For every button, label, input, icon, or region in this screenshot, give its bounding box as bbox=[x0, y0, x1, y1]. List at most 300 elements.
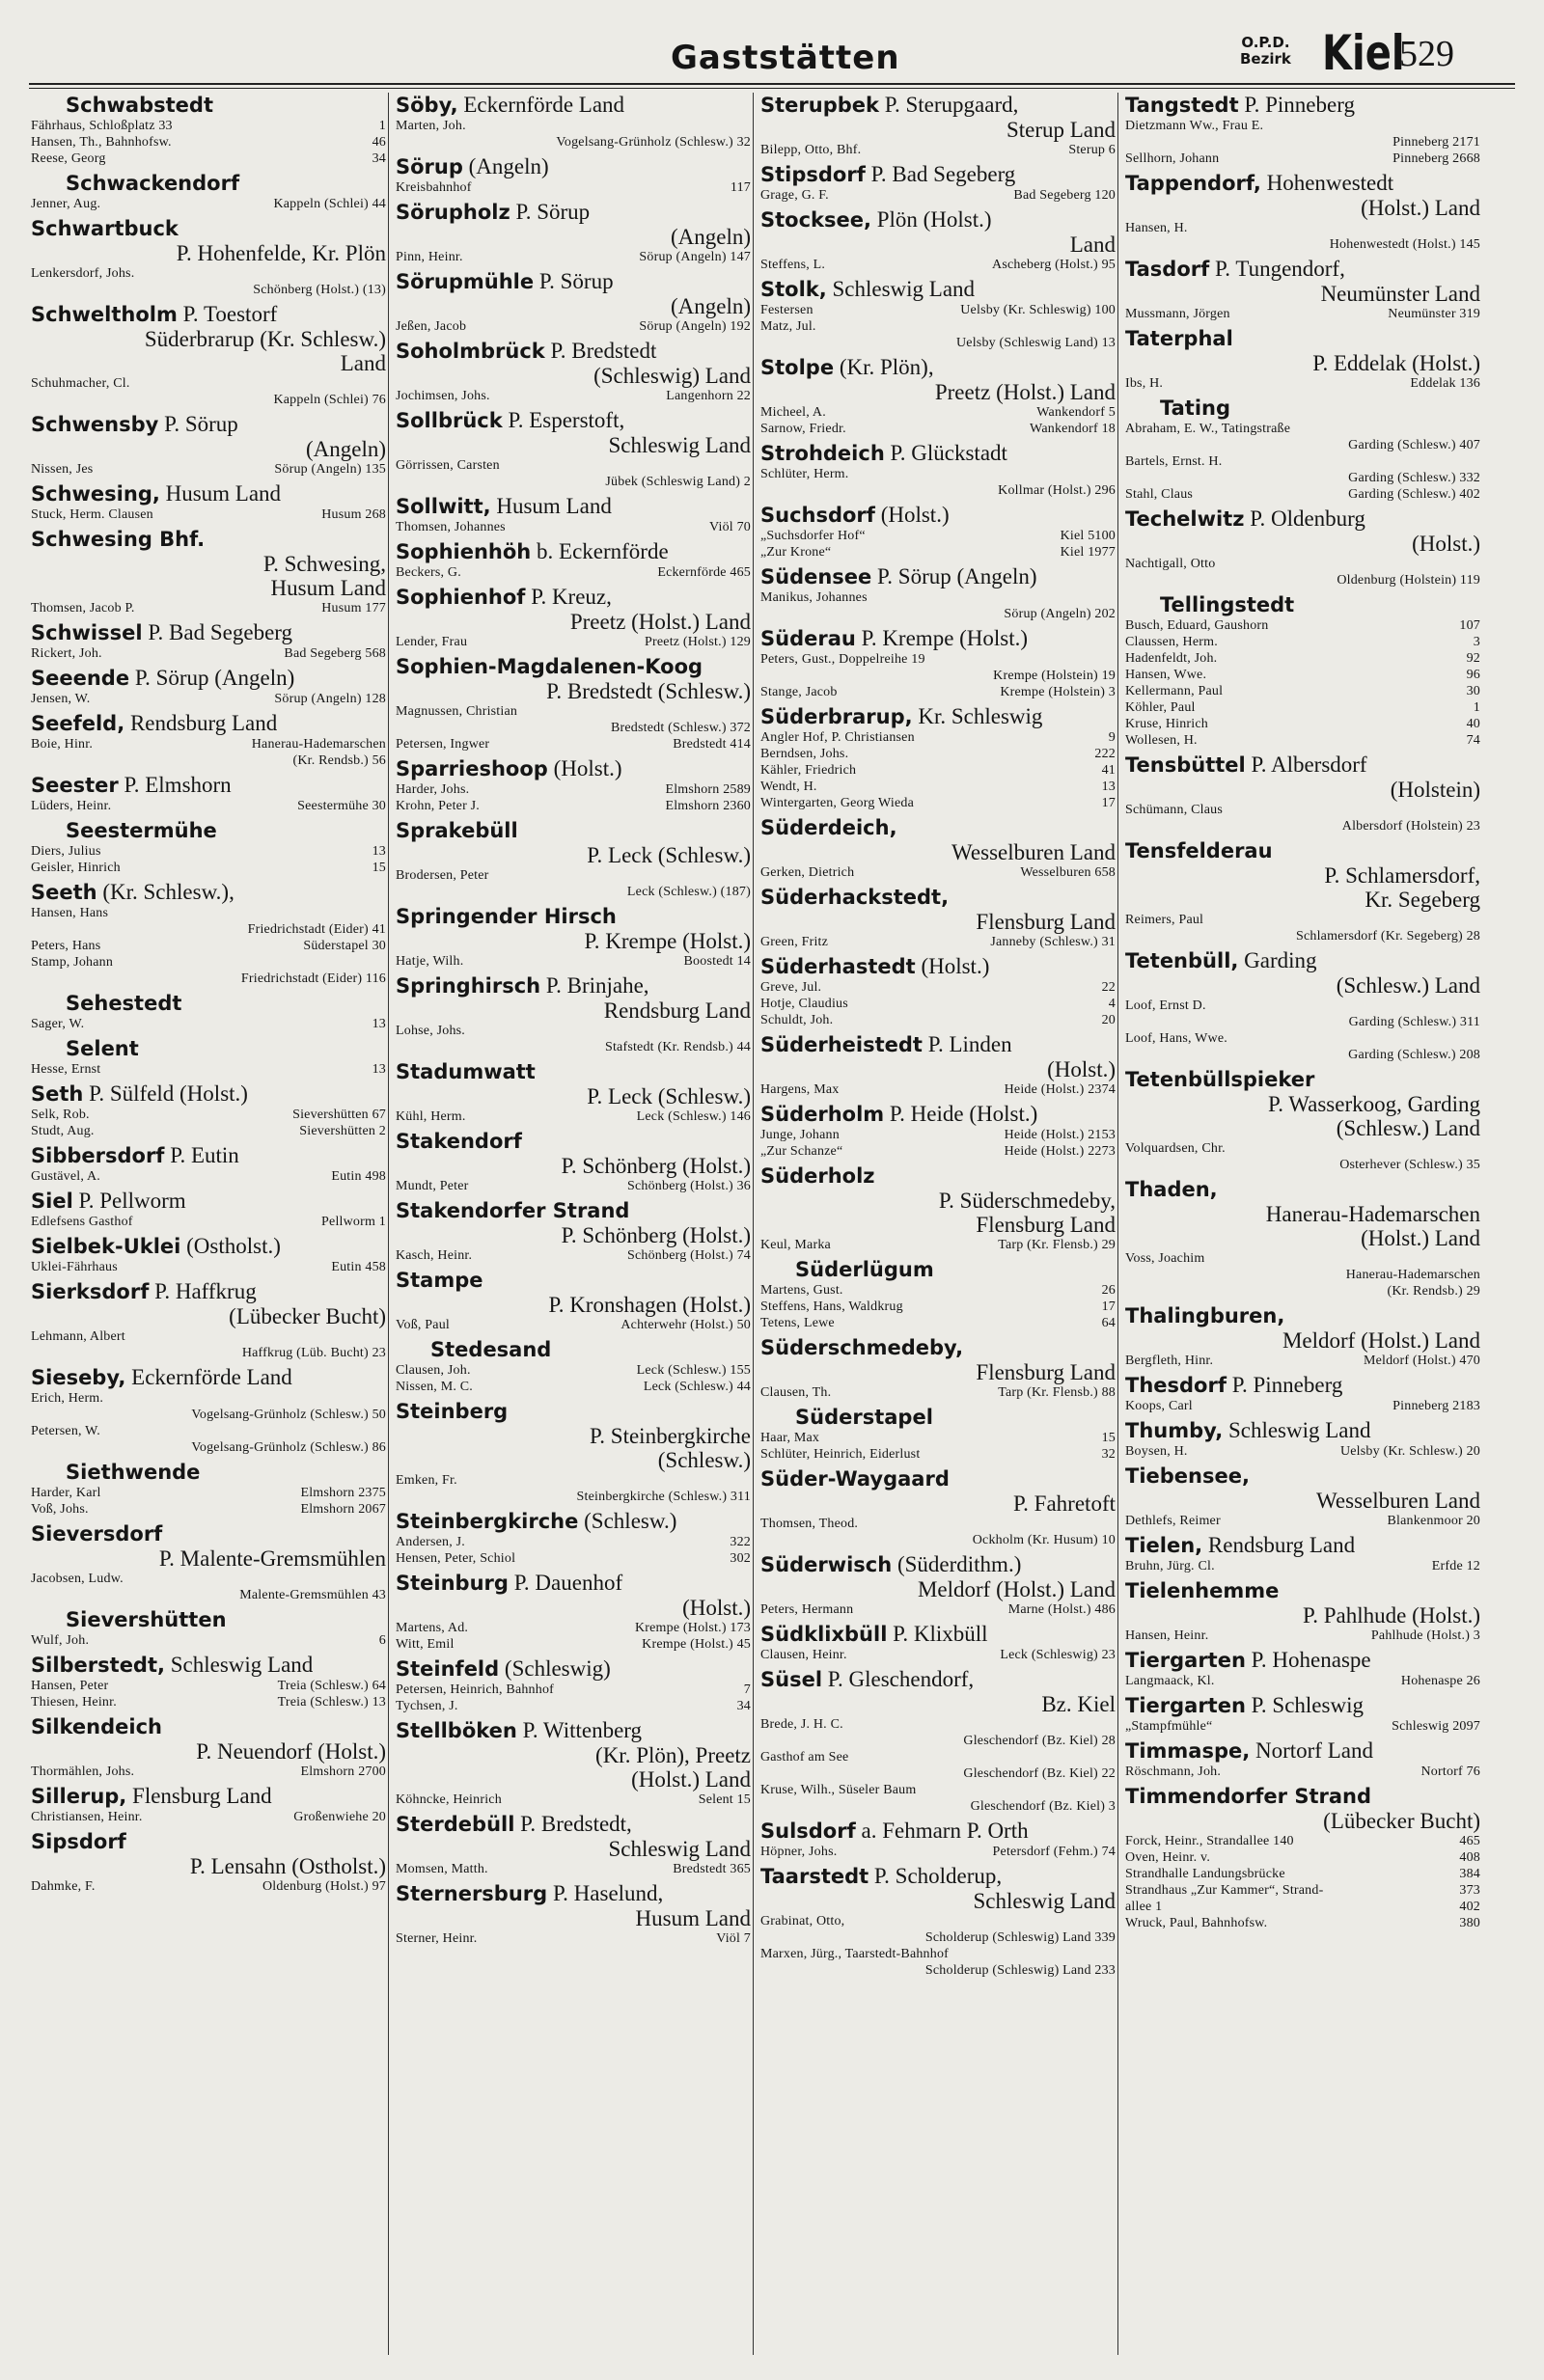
place-heading bbox=[1125, 948, 1480, 973]
listing-name: Rickert, Joh. bbox=[31, 646, 102, 661]
listing-row bbox=[1125, 1899, 1480, 1915]
place-postal-line: (Angeln) bbox=[670, 294, 751, 318]
place-postal-line: (Schlesw.) bbox=[657, 1448, 751, 1472]
listing-phone: Garding (Schlesw.) 311 bbox=[1348, 1015, 1480, 1029]
place-heading bbox=[31, 1521, 386, 1546]
listing-row bbox=[1125, 912, 1480, 928]
listing-phone: Oldenburg (Holst.) 97 bbox=[262, 1879, 386, 1894]
place-heading bbox=[1125, 1373, 1480, 1398]
listing-name: Busch, Eduard, Gaushorn bbox=[1125, 618, 1269, 633]
place-entry bbox=[760, 1163, 1116, 1253]
listing-row bbox=[31, 736, 386, 752]
listing-row bbox=[1125, 1558, 1480, 1574]
place-postal-line: Wesselburen Land bbox=[1316, 1489, 1480, 1513]
place-postal: Flensburg Land bbox=[126, 1784, 272, 1808]
listing-phone: Sterup 6 bbox=[1068, 143, 1116, 157]
listing-name: Andersen, J. bbox=[396, 1535, 465, 1549]
place-postal-line: P. Wasserkoog, Garding bbox=[1267, 1092, 1480, 1116]
place-name: Steinfeld bbox=[396, 1657, 500, 1681]
place-entry bbox=[760, 1466, 1116, 1548]
listing-name: Martens, Ad. bbox=[396, 1621, 469, 1635]
place-heading bbox=[31, 1829, 386, 1854]
listing-phone: Viöl 7 bbox=[716, 1931, 751, 1946]
listing-name: Koops, Carl bbox=[1125, 1399, 1193, 1413]
listing-phone: Sievershütten 67 bbox=[292, 1108, 386, 1122]
listing-phone: Janneby (Schlesw.) 31 bbox=[990, 935, 1116, 949]
place-entry bbox=[396, 269, 751, 335]
listing-row bbox=[396, 1682, 751, 1698]
listing-row bbox=[396, 1472, 751, 1489]
listing-name: Green, Fritz bbox=[760, 935, 829, 949]
place-entry bbox=[396, 585, 751, 650]
place-entry bbox=[396, 154, 751, 196]
listing-row bbox=[1125, 572, 1480, 588]
place-entry bbox=[31, 1081, 386, 1139]
listing-name: Clausen, Heinr. bbox=[760, 1648, 847, 1662]
listing-phone: 30 bbox=[1466, 684, 1480, 698]
place-name: Süderau bbox=[760, 627, 856, 650]
place-postal: P. Brinjahe, bbox=[540, 973, 649, 998]
place-entry bbox=[31, 93, 386, 167]
listing-row bbox=[760, 1532, 1116, 1548]
place-postal-line: P. Pahlhude (Holst.) bbox=[1303, 1603, 1480, 1628]
place-entry bbox=[760, 1405, 1116, 1463]
place-postal: Eckernförde Land bbox=[125, 1365, 292, 1389]
listing-name: Peters, Gust., Doppelreihe 19 bbox=[760, 652, 925, 667]
place-postal-line: Preetz (Holst.) Land bbox=[569, 610, 751, 634]
place-postal-line: Land bbox=[1069, 233, 1116, 257]
place-name: Schwackendorf bbox=[66, 172, 240, 195]
place-heading bbox=[1125, 752, 1480, 778]
place-heading bbox=[396, 408, 751, 433]
place-heading bbox=[31, 711, 386, 736]
place-postal: Schleswig Land bbox=[1223, 1418, 1371, 1442]
listing-row bbox=[1125, 699, 1480, 716]
listing-row bbox=[31, 506, 386, 523]
listing-name: Peters, Hans bbox=[31, 939, 101, 953]
place-postal-line: Schleswig Land bbox=[608, 1837, 751, 1861]
place-name: Seestermühe bbox=[66, 819, 217, 842]
place-name: Süderschmedeby, bbox=[760, 1336, 964, 1359]
place-name: Stampe bbox=[396, 1269, 483, 1292]
listing-phone: Preetz (Holst.) 129 bbox=[645, 635, 751, 649]
place-heading bbox=[396, 269, 751, 294]
place-postal: (Holst.) bbox=[915, 954, 990, 978]
place-name: Schwabstedt bbox=[66, 94, 213, 117]
place-name: Sieversdorf bbox=[31, 1522, 163, 1546]
place-heading bbox=[396, 654, 751, 679]
place-entry bbox=[396, 1399, 751, 1505]
listing-phone: Elmshorn 2375 bbox=[300, 1486, 386, 1500]
listing-name: Erich, Herm. bbox=[31, 1391, 104, 1406]
place-heading bbox=[396, 1268, 751, 1293]
listing-name: Thomsen, Johannes bbox=[396, 520, 506, 534]
place-postal-line: P. Süderschmedeby, bbox=[938, 1189, 1116, 1213]
place-name: Sollwitt, bbox=[396, 495, 491, 518]
listing-phone: Pinneberg 2668 bbox=[1392, 151, 1480, 166]
listing-name: Hesse, Ernst bbox=[31, 1062, 101, 1077]
listing-name: Hatje, Wilh. bbox=[396, 954, 464, 969]
listing-row bbox=[1125, 437, 1480, 453]
listing-phone: Achterwehr (Holst.) 50 bbox=[620, 1318, 751, 1332]
place-name: Tielenhemme bbox=[1125, 1579, 1280, 1602]
listing-name: Langmaack, Kl. bbox=[1125, 1674, 1215, 1688]
place-entry bbox=[31, 1036, 386, 1078]
place-postal-line: Flensburg Land bbox=[976, 1213, 1116, 1237]
place-heading bbox=[31, 773, 386, 798]
place-name: Süderhastedt bbox=[760, 955, 916, 978]
listing-name: Claussen, Herm. bbox=[1125, 635, 1218, 649]
place-postal-line: P. Krempe (Holst.) bbox=[584, 929, 751, 953]
place-entry bbox=[396, 756, 751, 814]
listing-phone: Krempe (Holstein) 19 bbox=[993, 669, 1116, 683]
place-postal: P. Sörup (Angeln) bbox=[871, 564, 1037, 588]
place-heading bbox=[760, 1102, 1116, 1127]
listing-name: Voß, Johs. bbox=[31, 1502, 89, 1517]
place-entry bbox=[1125, 1578, 1480, 1644]
place-name: Tensbüttel bbox=[1125, 753, 1246, 777]
listing-row bbox=[1125, 802, 1480, 818]
place-name: Sophienhof bbox=[396, 586, 526, 609]
listing-row bbox=[31, 1168, 386, 1185]
place-entry bbox=[396, 408, 751, 490]
place-postal: P. Elmshorn bbox=[118, 773, 232, 797]
place-name: Sternersburg bbox=[396, 1882, 548, 1905]
place-entry bbox=[1125, 1177, 1480, 1299]
listing-name: „Stampfmühle“ bbox=[1125, 1719, 1213, 1734]
place-postal-line: (Holst.) bbox=[1412, 532, 1480, 556]
place-postal: P. Sülfeld (Holst.) bbox=[83, 1081, 248, 1106]
place-name: Timmendorfer Strand bbox=[1125, 1785, 1372, 1808]
place-name: Sophienhöh bbox=[396, 540, 532, 563]
listing-name: Tychsen, J. bbox=[396, 1699, 458, 1713]
listing-name: Brodersen, Peter bbox=[396, 868, 489, 883]
listing-row bbox=[31, 1878, 386, 1895]
listing-phone: Vogelsang-Grünholz (Schlesw.) 50 bbox=[191, 1408, 386, 1422]
listing-phone: Sörup (Angeln) 128 bbox=[274, 692, 386, 706]
place-postal: P. Sörup bbox=[510, 200, 591, 224]
place-entry bbox=[1125, 1418, 1480, 1460]
listing-name: Höpner, Johs. bbox=[760, 1845, 838, 1859]
place-name: Stakendorf bbox=[396, 1130, 522, 1153]
listing-phone: Krempe (Holstein) 3 bbox=[1000, 685, 1116, 699]
place-entry bbox=[1125, 93, 1480, 167]
listing-phone: 402 bbox=[1459, 1900, 1480, 1914]
place-entry bbox=[760, 1102, 1116, 1160]
place-entry bbox=[396, 1059, 751, 1125]
listing-row bbox=[31, 1694, 386, 1710]
listing-phone: 322 bbox=[730, 1535, 751, 1549]
listing-row bbox=[760, 779, 1116, 795]
place-entry bbox=[1125, 1464, 1480, 1529]
listing-row bbox=[760, 466, 1116, 482]
place-entry bbox=[396, 1337, 751, 1395]
place-postal-line: Bz. Kiel bbox=[1041, 1692, 1116, 1716]
bezirk-label: Bezirk bbox=[1240, 50, 1291, 68]
place-name: Tetenbüll, bbox=[1125, 949, 1239, 972]
listing-row bbox=[1125, 1014, 1480, 1030]
place-heading bbox=[396, 973, 751, 999]
place-entry bbox=[1125, 326, 1480, 392]
listing-name: Jeßen, Jacob bbox=[396, 319, 467, 334]
place-name: Sierksdorf bbox=[31, 1280, 150, 1303]
place-postal: (Angeln) bbox=[462, 154, 549, 178]
place-postal-line: Land bbox=[340, 351, 386, 375]
listing-phone: Kappeln (Schlei) 44 bbox=[273, 197, 386, 211]
listing-name: Lehmann, Albert bbox=[31, 1329, 125, 1344]
column-4 bbox=[1125, 93, 1480, 2355]
place-entry bbox=[31, 711, 386, 769]
listing-phone: Scholderup (Schleswig) Land 233 bbox=[924, 1963, 1116, 1978]
place-entry bbox=[31, 1460, 386, 1518]
place-entry bbox=[31, 773, 386, 814]
listing-row bbox=[31, 1439, 386, 1456]
place-name: Siel bbox=[31, 1190, 73, 1213]
listing-name: Kellermann, Paul bbox=[1125, 684, 1224, 698]
place-heading bbox=[760, 815, 1116, 840]
place-heading bbox=[31, 412, 386, 437]
listing-name: Hansen, Heinr. bbox=[1125, 1628, 1209, 1643]
place-heading bbox=[1125, 1067, 1480, 1092]
place-postal: P. Pellworm bbox=[72, 1189, 186, 1213]
place-heading bbox=[760, 885, 1116, 910]
place-name: Stellböken bbox=[396, 1719, 517, 1742]
listing-phone: Blankenmoor 20 bbox=[1387, 1514, 1480, 1528]
place-entry bbox=[760, 441, 1116, 499]
listing-row bbox=[760, 1237, 1116, 1253]
listing-phone: 380 bbox=[1459, 1916, 1480, 1930]
place-postal-line: P. Lensahn (Ostholst.) bbox=[189, 1854, 386, 1878]
place-postal: b. Eckernförde bbox=[531, 539, 669, 563]
listing-row bbox=[1125, 453, 1480, 470]
place-entry bbox=[396, 654, 751, 752]
listing-name: Gustävel, A. bbox=[31, 1169, 101, 1184]
listing-name: Schlüter, Herm. bbox=[760, 467, 849, 481]
place-name: Seester bbox=[31, 774, 119, 797]
listing-row bbox=[760, 996, 1116, 1012]
listing-row bbox=[396, 249, 751, 265]
listing-row bbox=[1125, 118, 1480, 134]
place-postal: P. Kreuz, bbox=[525, 585, 612, 609]
place-name: Süderbrarup, bbox=[760, 705, 913, 728]
listing-row bbox=[1125, 667, 1480, 683]
listing-name: Mundt, Peter bbox=[396, 1179, 469, 1193]
place-postal: P. Sörup bbox=[158, 412, 238, 436]
place-name: Strohdeich bbox=[760, 442, 885, 465]
place-postal-line: P. Eddelak (Holst.) bbox=[1312, 351, 1480, 375]
listing-name: Greve, Jul. bbox=[760, 980, 822, 995]
place-heading bbox=[396, 1198, 751, 1223]
listing-row bbox=[31, 196, 386, 212]
place-postal-line: (Holst.) Land bbox=[1361, 1226, 1480, 1250]
place-entry bbox=[760, 626, 1116, 700]
listing-name: Thormählen, Johs. bbox=[31, 1764, 135, 1779]
listing-phone: 92 bbox=[1466, 651, 1480, 666]
listing-name: Hansen, Hans bbox=[31, 906, 109, 920]
listing-phone: 40 bbox=[1466, 717, 1480, 731]
place-name: Schwesing Bhf. bbox=[31, 528, 206, 551]
place-name: Tiebensee, bbox=[1125, 1464, 1250, 1488]
place-heading bbox=[760, 162, 1116, 187]
listing-row bbox=[760, 544, 1116, 561]
place-name: Sörupmühle bbox=[396, 270, 535, 293]
place-entry bbox=[1125, 592, 1480, 749]
listing-phone: 1 bbox=[378, 119, 386, 133]
listing-name: Kühl, Herm. bbox=[396, 1109, 466, 1124]
listing-row bbox=[396, 1930, 751, 1947]
listing-row bbox=[760, 934, 1116, 950]
listing-name: Abraham, E. W., Tatingstraße bbox=[1125, 422, 1291, 436]
place-postal: P. Klixbüll bbox=[887, 1622, 988, 1646]
listing-row bbox=[760, 1081, 1116, 1098]
listing-row bbox=[31, 1809, 386, 1825]
listing-name: Geisler, Hinrich bbox=[31, 861, 121, 875]
listing-row bbox=[1125, 1764, 1480, 1780]
listing-row bbox=[760, 979, 1116, 996]
listing-name: Martens, Gust. bbox=[760, 1283, 843, 1298]
listing-phone: Bredstedt (Schlesw.) 372 bbox=[610, 721, 751, 735]
place-name: Stolpe bbox=[760, 356, 835, 379]
listing-phone: Petersdorf (Fehm.) 74 bbox=[992, 1845, 1116, 1859]
listing-name: Hotje, Claudius bbox=[760, 997, 848, 1011]
place-entry bbox=[31, 1234, 386, 1275]
listing-phone: Hohenwestedt (Holst.) 145 bbox=[1329, 237, 1480, 252]
place-name: Tating bbox=[1160, 397, 1231, 420]
listing-row bbox=[31, 843, 386, 860]
listing-name: Hadenfeldt, Joh. bbox=[1125, 651, 1218, 666]
place-name: Thesdorf bbox=[1125, 1374, 1227, 1397]
listing-name: Köhncke, Heinrich bbox=[396, 1792, 502, 1807]
listing-row bbox=[1125, 306, 1480, 322]
listing-phone: 3 bbox=[1473, 635, 1480, 649]
place-entry bbox=[760, 1819, 1116, 1860]
listing-phone: Krempe (Holst.) 45 bbox=[642, 1637, 751, 1652]
listing-row bbox=[31, 1390, 386, 1407]
place-heading bbox=[396, 1059, 751, 1084]
listing-phone: Wesselburen 658 bbox=[1020, 865, 1116, 880]
place-postal: (Schleswig) bbox=[499, 1656, 611, 1681]
listing-phone: 26 bbox=[1101, 1283, 1116, 1298]
place-name: Springhirsch bbox=[396, 974, 541, 998]
listing-phone: 13 bbox=[372, 844, 386, 859]
place-name: Suchsdorf bbox=[760, 504, 875, 527]
place-name: Stocksee, bbox=[760, 208, 871, 232]
listing-name: Pinn, Heinr. bbox=[396, 250, 463, 264]
listing-phone: 15 bbox=[372, 861, 386, 875]
place-entry bbox=[31, 1714, 386, 1780]
place-heading bbox=[31, 93, 386, 118]
place-postal-line: (Lübecker Bucht) bbox=[229, 1304, 386, 1328]
place-heading bbox=[760, 1552, 1116, 1577]
place-heading bbox=[760, 1819, 1116, 1844]
listing-row bbox=[1125, 634, 1480, 650]
place-heading bbox=[760, 954, 1116, 979]
place-name: Sterupbek bbox=[760, 94, 879, 117]
listing-phone: Kappeln (Schlei) 76 bbox=[273, 393, 386, 407]
section-title: Gaststätten bbox=[671, 39, 900, 77]
place-name: Süderdeich, bbox=[760, 816, 897, 839]
place-name: Schwissel bbox=[31, 621, 143, 644]
place-heading bbox=[396, 539, 751, 564]
place-name: Tangstedt bbox=[1125, 94, 1239, 117]
listing-row bbox=[760, 1012, 1116, 1028]
listing-phone: Treia (Schlesw.) 64 bbox=[277, 1679, 386, 1693]
place-postal: P. Krempe (Holst.) bbox=[855, 626, 1029, 650]
listing-phone: Tarp (Kr. Flensb.) 88 bbox=[998, 1385, 1116, 1400]
place-heading bbox=[760, 93, 1116, 118]
listing-row bbox=[31, 971, 386, 987]
listing-row bbox=[1125, 1513, 1480, 1529]
place-heading bbox=[1125, 506, 1480, 532]
listing-phone: Pellworm 1 bbox=[321, 1215, 386, 1229]
place-postal: P. Heide (Holst.) bbox=[884, 1102, 1038, 1126]
listing-phone: Garding (Schlesw.) 332 bbox=[1348, 471, 1480, 485]
listing-phone: Garding (Schlesw.) 402 bbox=[1348, 487, 1480, 502]
listing-name: Lenkersdorf, Johs. bbox=[31, 266, 135, 281]
place-name: Selent bbox=[66, 1037, 139, 1060]
listing-name: Loof, Hans, Wwe. bbox=[1125, 1031, 1227, 1046]
listing-name: Uklei-Fährhaus bbox=[31, 1260, 118, 1274]
place-heading bbox=[760, 1864, 1116, 1889]
listing-row bbox=[31, 1345, 386, 1361]
listing-name: Boysen, H. bbox=[1125, 1444, 1188, 1459]
listing-phone: Sörup (Angeln) 147 bbox=[639, 250, 751, 264]
listing-phone: Bad Segeberg 120 bbox=[1013, 188, 1116, 203]
listing-name: Peters, Hermann bbox=[760, 1602, 854, 1617]
listing-name: Beckers, G. bbox=[396, 565, 461, 580]
listing-name: Berndsen, Johs. bbox=[760, 747, 849, 761]
place-entry bbox=[1125, 396, 1480, 503]
listing-row bbox=[31, 1632, 386, 1649]
place-entry bbox=[396, 818, 751, 900]
place-heading bbox=[760, 1466, 1116, 1491]
place-heading bbox=[396, 756, 751, 781]
listing-row bbox=[1125, 1283, 1480, 1299]
place-heading bbox=[760, 1405, 1116, 1430]
place-heading bbox=[31, 880, 386, 905]
place-name: Sieseby, bbox=[31, 1366, 126, 1389]
place-postal-line: Sterup Land bbox=[1006, 118, 1116, 142]
listing-name: Thomsen, Jacob P. bbox=[31, 601, 135, 616]
place-heading bbox=[1125, 1648, 1480, 1673]
listing-row bbox=[760, 482, 1116, 499]
place-heading bbox=[396, 154, 751, 179]
listing-row bbox=[31, 1571, 386, 1587]
listing-phone: Wankendorf 5 bbox=[1036, 405, 1116, 420]
listing-name: Wendt, H. bbox=[760, 780, 817, 794]
place-heading bbox=[396, 1881, 751, 1906]
place-postal: P. Sörup (Angeln) bbox=[129, 666, 295, 690]
listing-name: Nachtigall, Otto bbox=[1125, 557, 1216, 571]
listing-row bbox=[760, 142, 1116, 158]
listing-row bbox=[760, 684, 1116, 700]
place-heading bbox=[1125, 171, 1480, 196]
place-name: Stakendorfer Strand bbox=[396, 1199, 630, 1222]
place-postal: Rendsburg Land bbox=[124, 711, 278, 735]
listing-name: Kreisbahnhof bbox=[396, 180, 472, 195]
column-divider bbox=[753, 93, 754, 2355]
place-postal-line: Flensburg Land bbox=[976, 910, 1116, 934]
listing-phone: Uelsby (Kr. Schlesw.) 20 bbox=[1339, 1444, 1480, 1459]
place-postal: P. Wittenberg bbox=[516, 1718, 643, 1742]
listing-name: Schlüter, Heinrich, Eiderlust bbox=[760, 1447, 921, 1462]
listing-phone: Heide (Holst.) 2374 bbox=[1004, 1082, 1116, 1097]
listing-phone: Nortorf 76 bbox=[1420, 1764, 1480, 1779]
listing-row bbox=[1125, 1833, 1480, 1849]
listing-name: Jenner, Aug. bbox=[31, 197, 101, 211]
place-entry bbox=[396, 1509, 751, 1567]
listing-phone: Oldenburg (Holstein) 119 bbox=[1337, 573, 1480, 588]
